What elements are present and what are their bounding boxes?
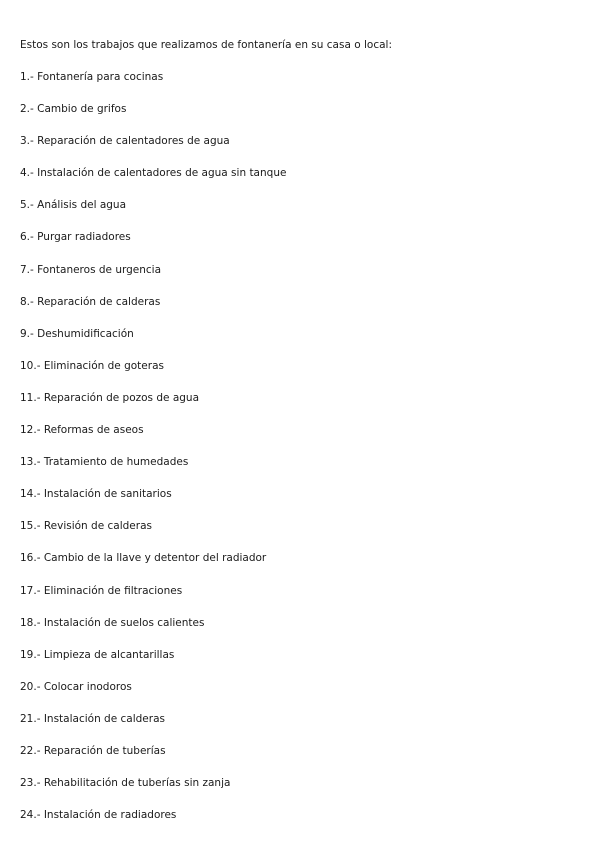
list-item: 4.- Instalación de calentadores de agua sin tanque <box>20 167 287 180</box>
services-list <box>20 69 580 823</box>
list-item: 17.- Eliminación de filtraciones <box>20 584 183 597</box>
list-item: 2.- Cambio de grifos <box>20 103 127 116</box>
list-item: 8.- Reparación de calderas <box>20 295 161 308</box>
list-item: 10.- Eliminación de goteras <box>20 359 164 372</box>
list-item: 22.- Reparación de tuberías <box>20 744 166 757</box>
list-item: 15.- Revisión de calderas <box>20 520 152 533</box>
list-item: 1.- Fontanería para cocinas <box>20 71 164 83</box>
intro-text: Estos son los trabajos que realizamos de fontanería en su casa o local: <box>20 39 392 51</box>
list-item: 24.- Instalación de radiadores <box>20 809 177 822</box>
list-item: 16.- Cambio de la llave y detentor del radiador <box>20 552 267 565</box>
list-item: 23.- Rehabilitación de tuberías sin zanja <box>20 777 231 790</box>
list-item: 19.- Limpieza de alcantarillas <box>20 648 175 661</box>
list-item: 6.- Purgar radiadores <box>20 231 131 244</box>
list-item: 14.- Instalación de sanitarios <box>20 488 172 501</box>
list-item: 7.- Fontaneros de urgencia <box>20 263 162 276</box>
list-item: 11.- Reparación de pozos de agua <box>20 391 200 404</box>
list-item: 21.- Instalación de calderas <box>20 712 165 725</box>
document-page <box>20 37 580 839</box>
list-item: 9.- Deshumidificación <box>20 327 134 340</box>
list-item: 12.- Reformas de aseos <box>20 424 144 437</box>
list-item: 5.- Análisis del agua <box>20 199 127 212</box>
list-item: 18.- Instalación de suelos calientes <box>20 616 205 629</box>
list-item: 20.- Colocar inodoros <box>20 680 132 693</box>
list-item: 13.- Tratamiento de humedades <box>20 456 189 469</box>
list-item: 3.- Reparación de calentadores de agua <box>20 135 230 148</box>
